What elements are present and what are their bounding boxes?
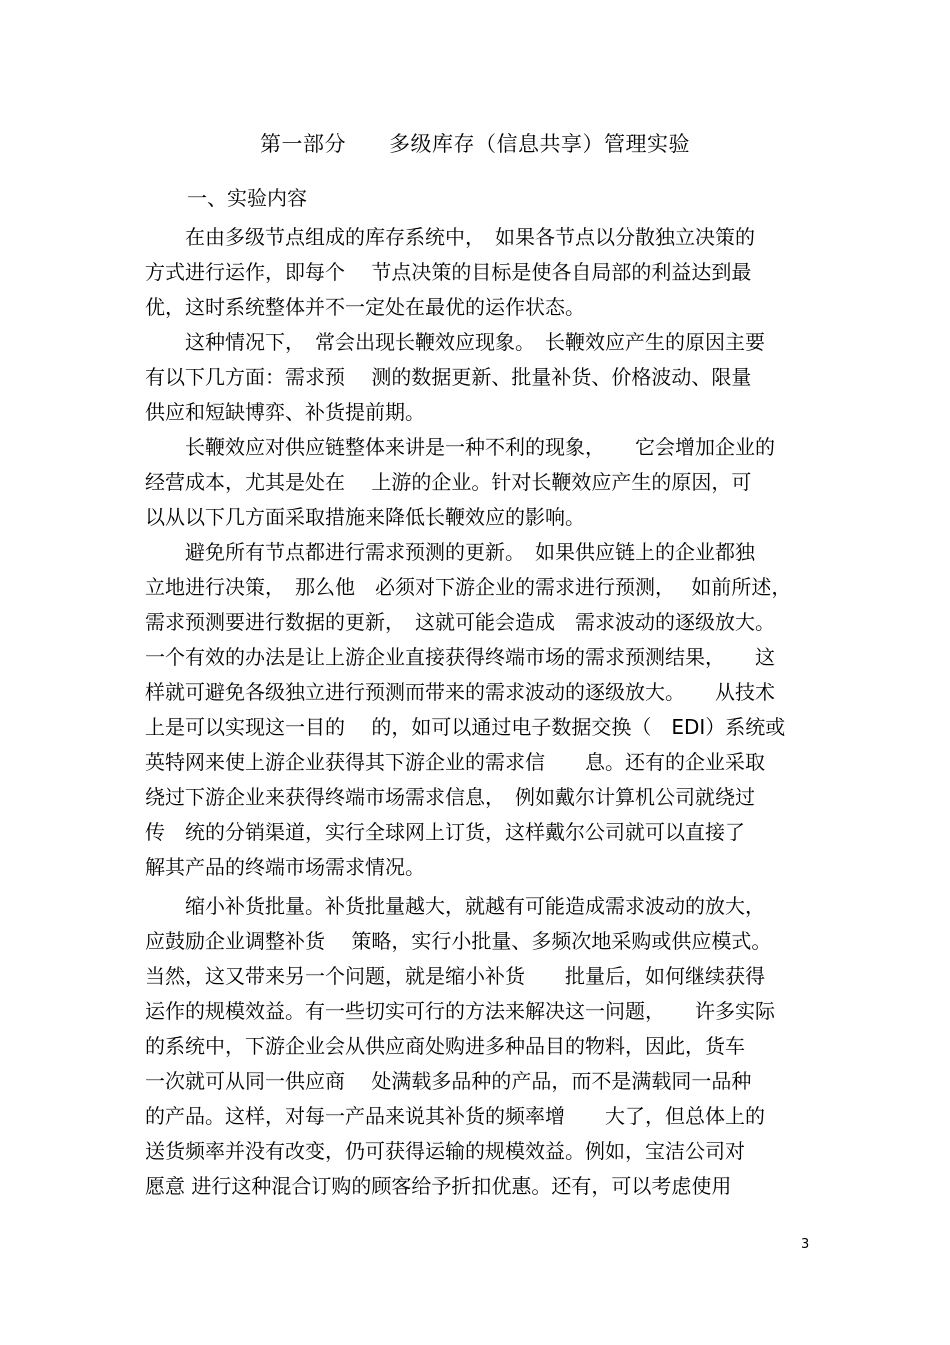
body-line: 优，这时系统整体并不一定处在最优的运作状态。 [145,295,585,319]
body-line: 一次就可从同一供应商 处满载多品种的产品，而不是满载同一品种 [145,1069,752,1093]
body-line: 英特网来使上游企业获得其下游企业的需求信 息。还有的企业采取 [145,750,765,774]
body-line: 经营成本，尤其是处在 上游的企业。针对长鞭效应产生的原因，可 [145,470,752,494]
body-line: 解其产品的终端市场需求情况。 [145,855,425,879]
body-line: 当然，这又带来另一个问题，就是缩小补货 批量后，如何继续获得 [145,964,765,988]
body-line: 这种情况下， 常会出现长鞭效应现象。 长鞭效应产生的原因主要 [145,330,765,354]
body-line: 供应和短缺博弈、补货提前期。 [145,400,425,424]
body-line: 避免所有节点都进行需求预测的更新。 如果供应链上的企业都独 [145,540,755,564]
body-line: 方式进行运作，即每个 节点决策的目标是使各自局部的利益达到最 [145,260,752,284]
body-line: 一个有效的办法是让上游企业直接获得终端市场的需求预测结果， 这 [145,645,775,669]
body-line: 在由多级节点组成的库存系统中， 如果各节点以分散独立决策的 [145,225,755,249]
body-line: 应鼓励企业调整补货 策略，实行小批量、多频次地采购或供应模式。 [145,929,772,953]
section-heading: 一、实验内容 [187,186,307,210]
body-line: 的系统中，下游企业会从供应商处购进多种品目的物料，因此，货车 [145,1034,745,1058]
body-line: 送货频率并没有改变，仍可获得运输的规模效益。例如，宝洁公司对 [145,1139,745,1163]
body-line: 缩小补货批量。补货批量越大，就越有可能造成需求波动的放大， [145,894,765,918]
body-line: 运作的规模效益。有一些切实可行的方法来解决这一问题， 许多实际 [145,999,775,1023]
body-line: 需求预测要进行数据的更新， 这就可能会造成 需求波动的逐级放大。 [145,610,775,634]
body-line: 以从以下几方面采取措施来降低长鞭效应的影响。 [145,505,585,529]
body-line: 有以下几方面：需求预 测的数据更新、批量补货、价格波动、限量 [145,365,752,389]
body-line: 传 统的分销渠道，实行全球网上订货，这样戴尔公司就可以直接了 [145,820,745,844]
page-number: 3 [801,1237,810,1252]
body-line: 上是可以实现这一目的 的，如可以通过电子数据交换（ EDI）系统或 [145,715,786,739]
body-line: 绕过下游企业来获得终端市场需求信息， 例如戴尔计算机公司就绕过 [145,785,755,809]
body-line: 立地进行决策， 那么他 必须对下游企业的需求进行预测， 如前所述， [145,575,792,599]
body-line: 的产品。这样，对每一产品来说其补货的频率增 大了，但总体上的 [145,1104,765,1128]
body-line: 长鞭效应对供应链整体来讲是一种不利的现象， 它会增加企业的 [145,435,775,459]
body-line: 愿意 进行这种混合订购的顾客给予折扣优惠。还有，可以考虑使用 [145,1174,732,1198]
page-title: 第一部分 多级库存（信息共享）管理实验 [260,132,690,156]
body-line: 样就可避免各级独立进行预测而带来的需求波动的逐级放大。 从技术 [145,680,775,704]
